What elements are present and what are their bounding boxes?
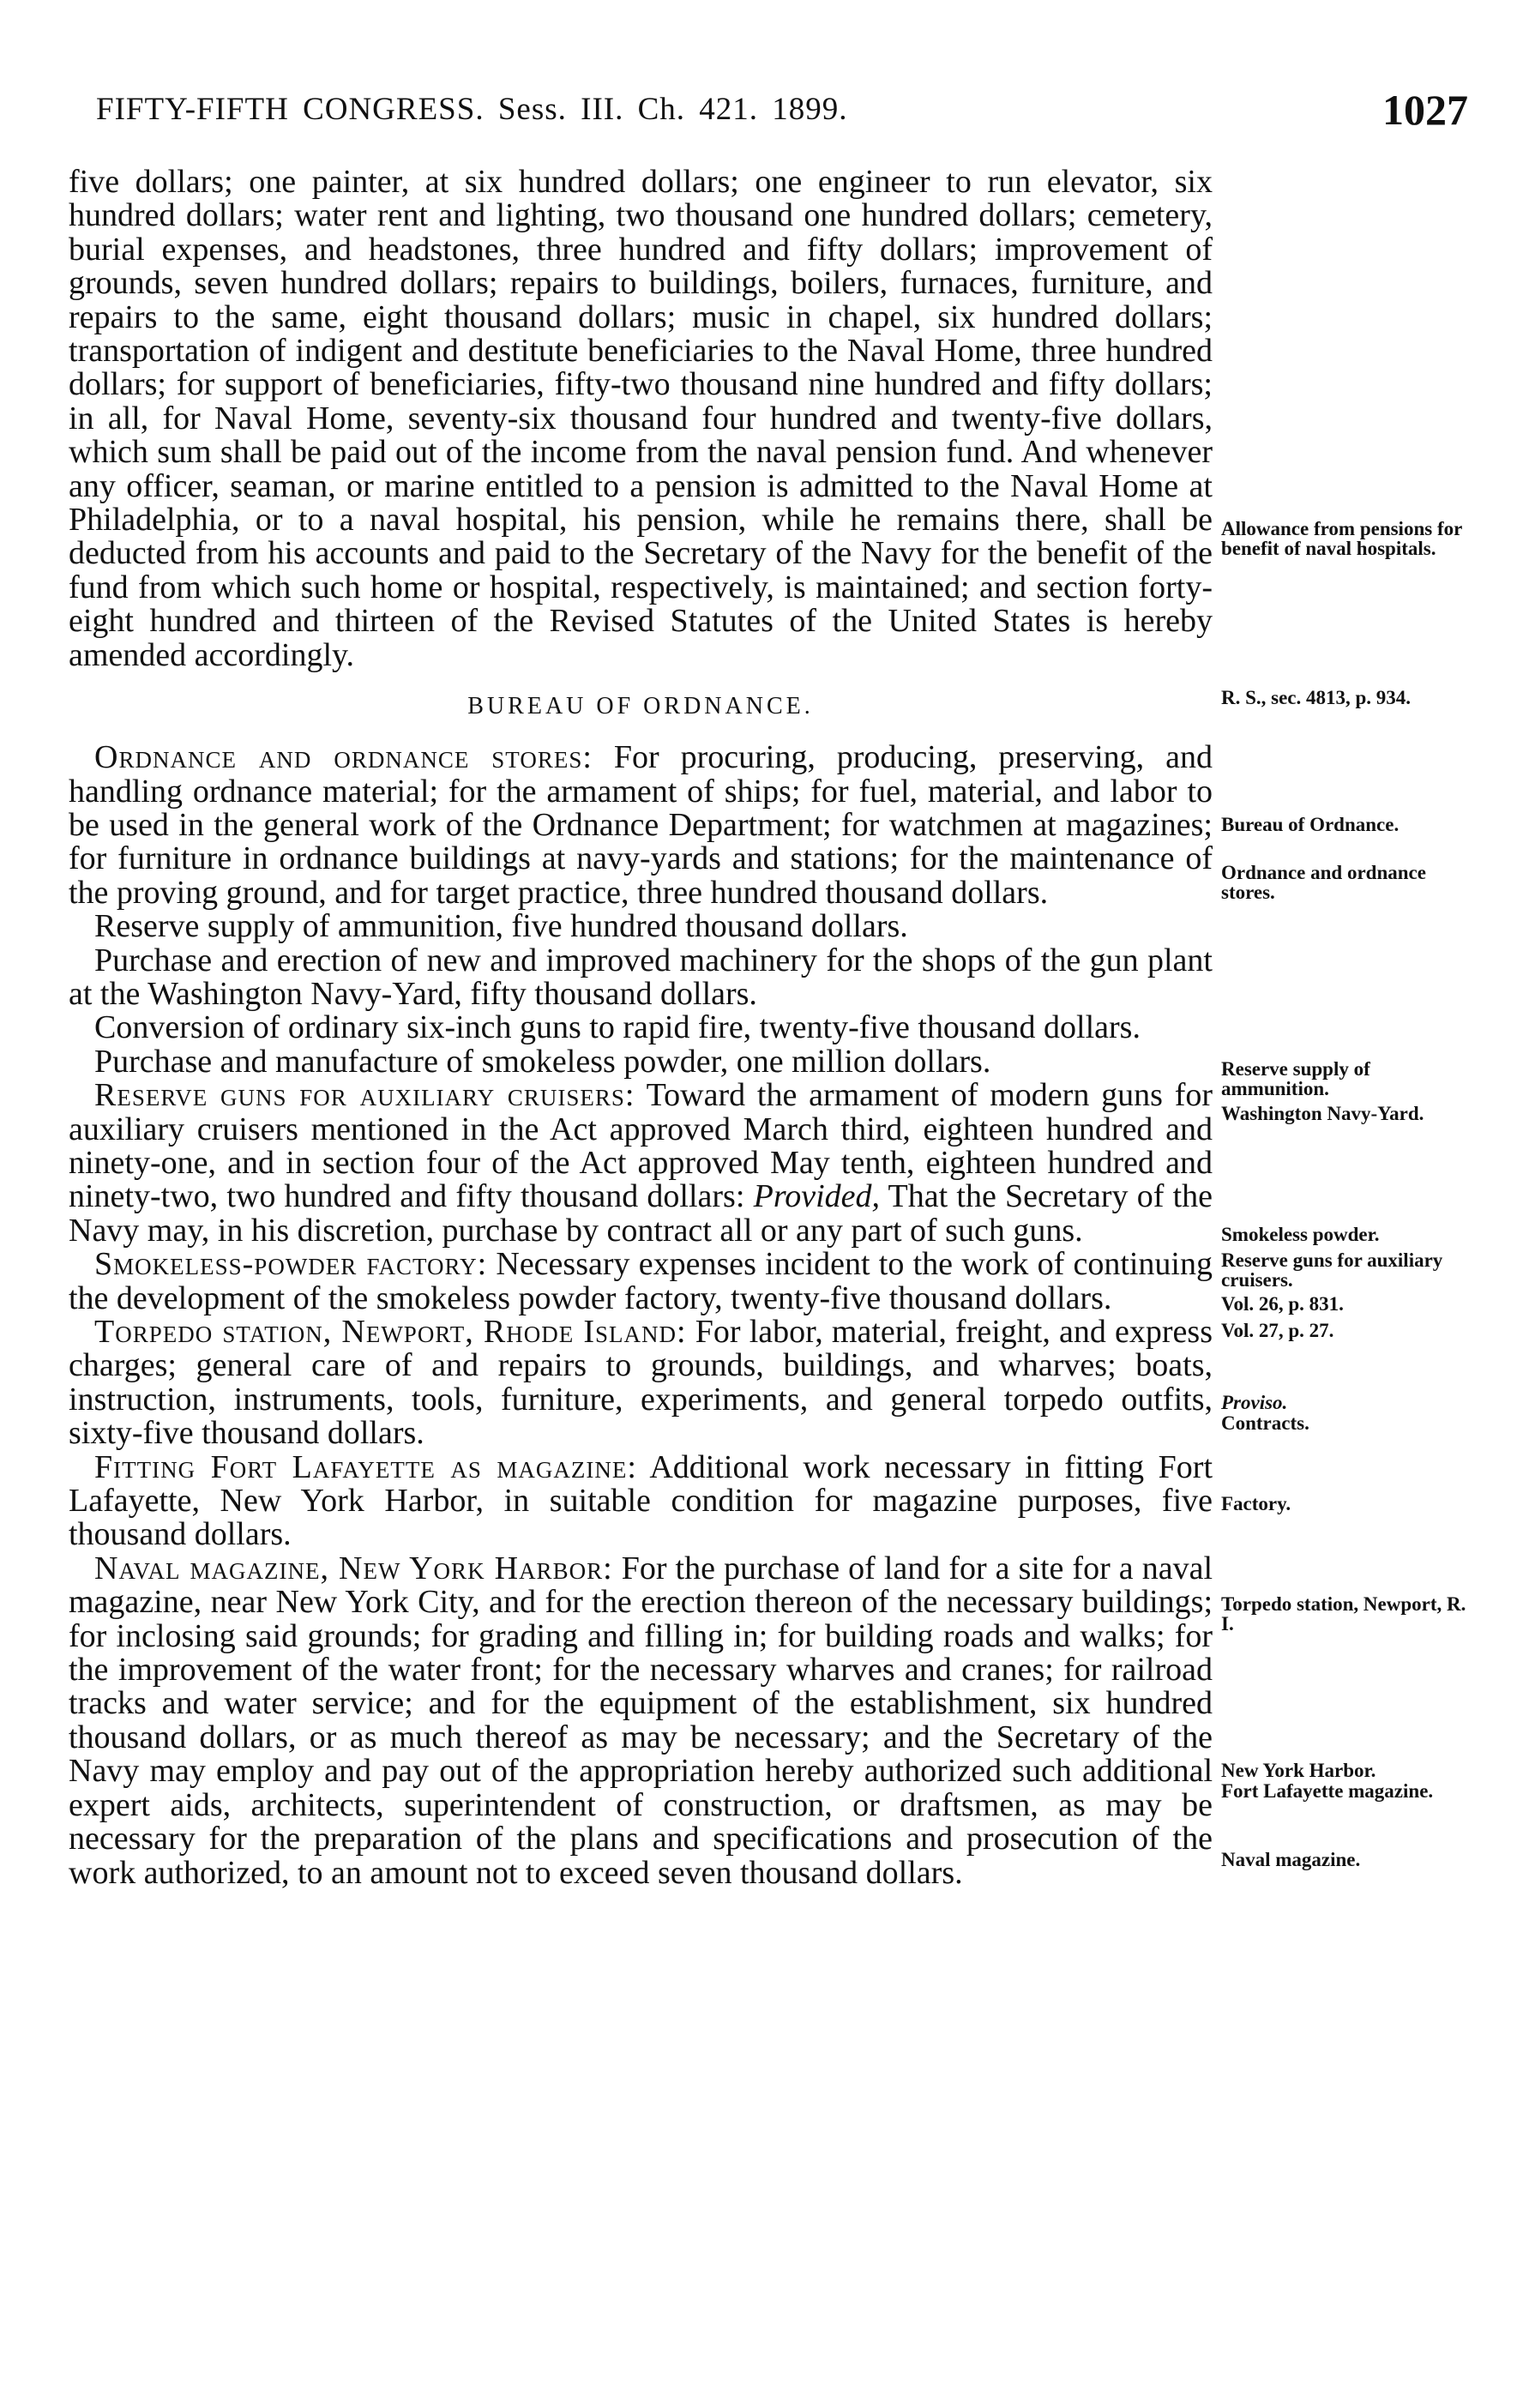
margin-note: Vol. 26, p. 831. <box>1221 1293 1344 1315</box>
margin-note: Contracts. <box>1221 1412 1309 1434</box>
paragraph-reserve-ammunition: Reserve supply of ammunition, five hundred thousand dollars. <box>94 908 908 945</box>
running-header: FIFTY-FIFTH CONGRESS. Sess. III. Ch. 421. 1899. <box>96 92 848 127</box>
paragraph-naval-home: five dollars; one painter, at six hundred dollars; one engineer to run elevator, six hundred dollars; water rent and lighting, two thousand one hundred dollars; cemetery, burial expenses, and headstones, three hundred and fifty dollars; improvement of grounds, seven hundred dollars; repairs to buildings, boilers, furnaces, furniture, and repairs to the same, eight thousand dollars; music in chapel, six hundred dollars; transportation of indigent and destitute beneficiaries to the Naval Home, three hundred dollars; for support of beneficiaries, fifty-two thousand nine hundred and fifty dollars; in all, for Naval Home, seventy-six thousand four hundred and twenty-five dollars, which sum shall be paid out of the income from the naval pension fund. And whenever any officer, seaman, or marine entitled to a pension is admitted to the Naval Home at Philadelphia, or to a naval hospital, his pension, while he remains there, shall be deducted from his accounts and paid to the Secretary of the Navy for the benefit of the fund from which such home or hospital, respectively, is maintained; and section forty-eight hundred and thirteen of the Revised Statutes of the United States is hereby amended accordingly. <box>69 164 1213 673</box>
paragraph-text: Necessary expenses incident to the work of continuing the development of the smokeless powder factory, twenty-five thousand dollars. <box>69 1246 1213 1316</box>
run-in-heading: Smokeless-powder factory: <box>94 1246 488 1283</box>
run-in-heading: Reserve guns for auxiliary cruisers: <box>94 1077 635 1114</box>
run-in-heading: Torpedo station, Newport, Rhode Island: <box>94 1314 687 1350</box>
margin-note: Fort Lafayette magazine. <box>1221 1780 1434 1802</box>
margin-note: Vol. 27, p. 27. <box>1221 1320 1334 1341</box>
run-in-heading: Ordnance and ordnance stores: <box>94 739 593 776</box>
margin-note: Washington Navy-Yard. <box>1221 1103 1424 1124</box>
paragraph-text: That the Secretary of the Navy may, in his discretion, purchase by contract all or any part of such guns. <box>69 1178 1213 1249</box>
paragraph-text: For the purchase of land for a site for a naval magazine, near New York City, and for the erection thereon of the necessary buildings; for inclosing said grounds; for grading and filling in; for building roads and walks; for the improvement of the water front; for the necessary wharves and cranes; for railroad tracks and water service; and for the equipment of the establishment, six hundred thousand dollars, or as much thereof as may be necessary; and the Secretary of the Navy may employ and pay out of the appropriation hereby authorized such additional expert aids, architects, superintendent of construction, or draftsmen, as may be necessary for the preparation of the plans and specifications and prosecution of the work authorized, to an amount not to exceed seven thousand dollars. <box>69 1550 1213 1891</box>
margin-note: R. S., sec. 4813, p. 934. <box>1221 687 1412 708</box>
margin-note: Allowance from pensions for benefit of naval hospitals. <box>1221 518 1462 559</box>
body-text <box>69 166 1213 1890</box>
margin-note: Torpedo station, Newport, R. I. <box>1221 1593 1466 1634</box>
paragraph-fort-lafayette <box>69 1448 1213 1553</box>
margin-note: Factory. <box>1221 1493 1291 1514</box>
run-in-heading: Fitting Fort Lafayette as magazine: <box>94 1448 637 1485</box>
paragraph-text: Toward the armament of modern guns for auxiliary cruisers mentioned in the Act approved March third, eighteen hundred and ninety-one, and in section four of the Act approved May tenth, eighteen hundred and ninety-two, two hundred and fifty thousand dollars: <box>69 1077 1213 1215</box>
paragraph-text: For labor, material, freight, and express charges; general care of and repairs to grounds, buildings, and wharves; boats, instruction, instruments, tools, furniture, experiments, and general torpedo outfits, sixty-five thousand dollars. <box>69 1314 1213 1452</box>
page-number: 1027 <box>1382 86 1468 134</box>
run-in-heading: Naval magazine, New York Harbor: <box>94 1550 613 1586</box>
margin-note: New York Harbor. <box>1221 1760 1376 1781</box>
margin-note: Naval magazine. <box>1221 1849 1361 1870</box>
margin-note: Smokeless powder. <box>1221 1224 1380 1245</box>
paragraph-gun-plant: Purchase and erection of new and improved machinery for the shops of the gun plant at the Washington Navy-Yard, fifty thousand dollars. <box>69 942 1213 1012</box>
margin-note: Reserve supply of ammunition. <box>1221 1058 1370 1099</box>
paragraph-conversion-guns: Conversion of ordinary six-inch guns to rapid fire, twenty-five thousand dollars. <box>94 1009 1141 1046</box>
margin-note: Proviso. <box>1221 1392 1288 1413</box>
margin-note: Ordnance and ordnance stores. <box>1221 862 1426 903</box>
margin-note: Bureau of Ordnance. <box>1221 814 1400 835</box>
paragraph-text: Additional work necessary in fitting Fort Lafayette, New York Harbor, in suitable condition for magazine purposes, five thousand dollars. <box>69 1448 1213 1553</box>
paragraph-torpedo-station <box>69 1315 1213 1451</box>
paragraph-smokeless-powder: Purchase and manufacture of smokeless powder, one million dollars. <box>94 1043 991 1080</box>
margin-note: Reserve guns for auxiliary cruisers. <box>1221 1249 1443 1291</box>
proviso-word: Provided, <box>753 1178 881 1215</box>
paragraph-ordnance-stores <box>69 741 1213 910</box>
paragraph-reserve-guns <box>69 1079 1213 1248</box>
paragraph-text: For procuring, producing, preserving, and handling ordnance material; for the armament of ships; for fuel, material, and labor to be used in the general work of the Ordnance Department; for watchmen at magazines; for furniture in ordnance buildings at navy-yards and stations; for the maintenance of the proving ground, and for target practice, three hundred thousand dollars. <box>69 739 1213 911</box>
paragraph-naval-magazine <box>69 1552 1213 1890</box>
section-heading: BUREAU OF ORDNANCE. <box>467 693 814 720</box>
paragraph-powder-factory <box>69 1248 1213 1315</box>
